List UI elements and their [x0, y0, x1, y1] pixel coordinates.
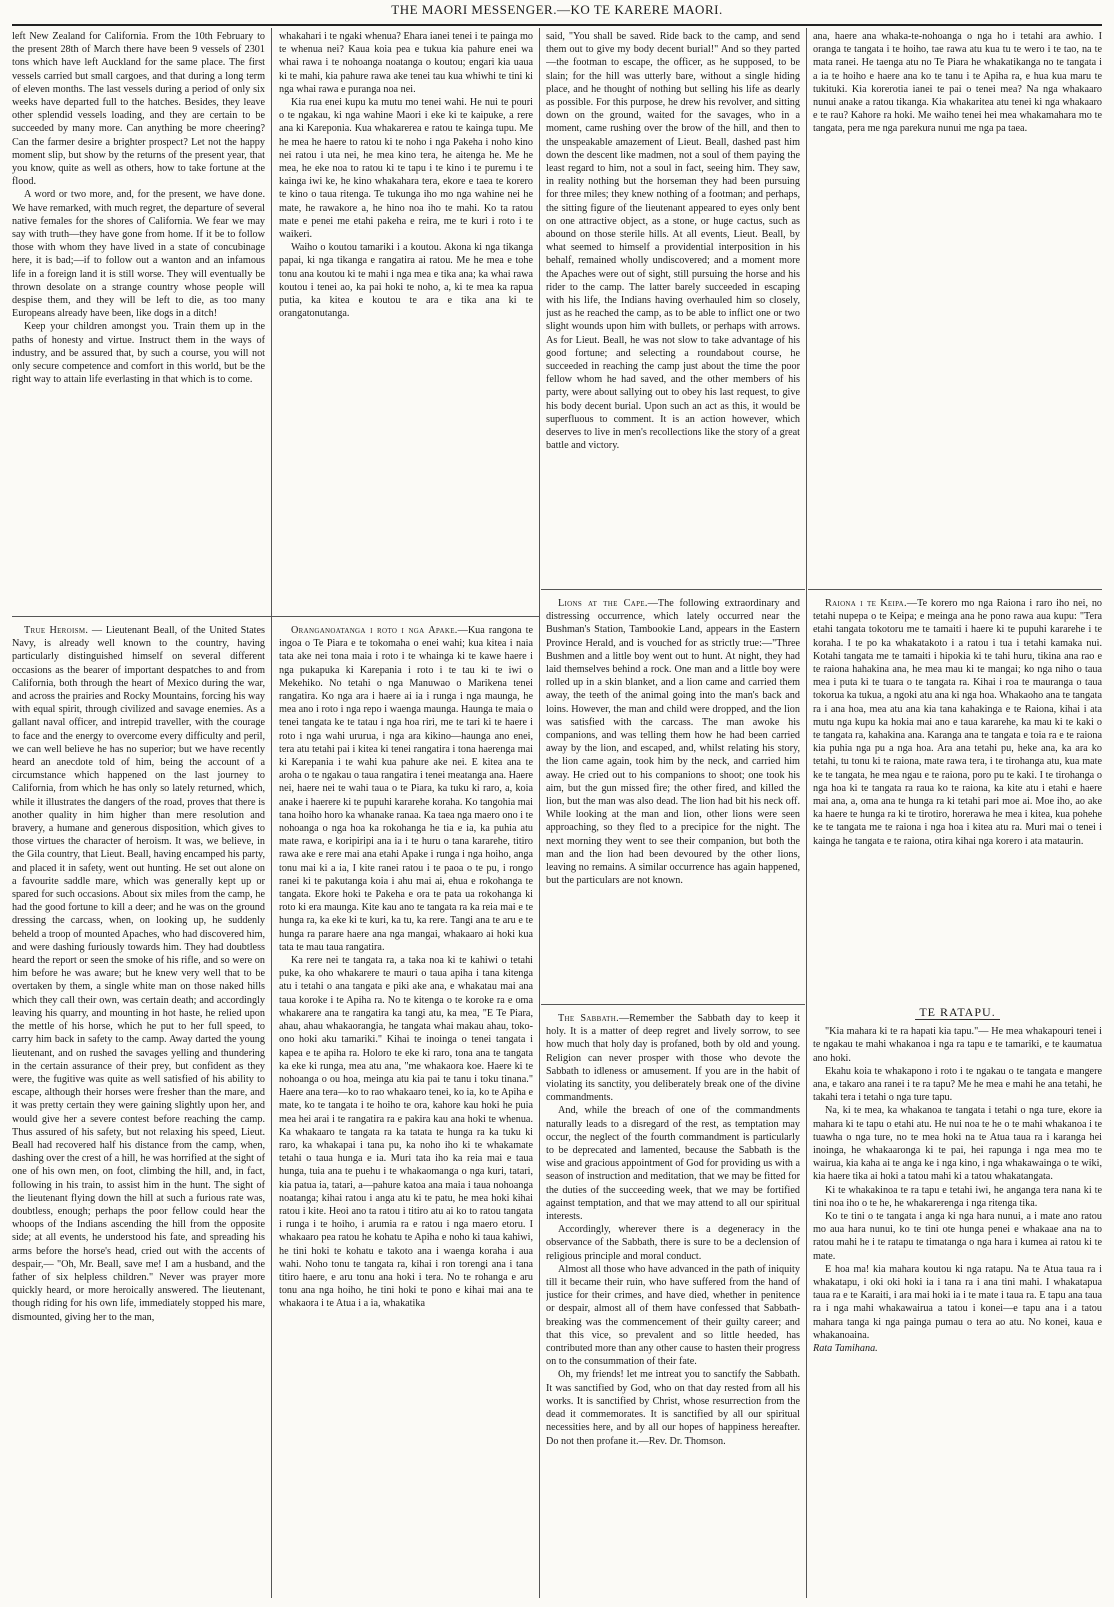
paragraph: E hoa ma! kia mahara koutou ki nga ratapu. Na te Atua taua ra i whakatapu, i oki oki hoki ia i tana ra i ana tini mahi. I whakatapua taua ra e te Karaiti, i ara mai hoki ia i te mate i taua ra. E tapu ana taua ra i nga mahi whakawairua a tatou i konei—e tapu ana i a tatou mahara tanga ki nga painga pumau o tera ao atu. No konei, kaua e whakanoaina. [813, 1263, 1102, 1341]
paragraph: Ka rere nei te tangata ra, a taka noa ki te kahiwi o tetahi puke, ka oho whakarere te mauri o taua apiha i tana kitenga atu i tetahi o ana tangata e piki ake ana, e whakatau mai ana taua koroke i te Apiha ra. No te kitenga o te koroke ra e oma whakarere ana te rangatira ka tangi atu, ka mea, "E Te Piara, ahau, ahau whakaorangia, he tangata whai makau ahau, toko-ono hoki aku tamariki." Kihai te inoinga o tenei tangata i kapea e te apiha ra. Holoro te eke ki raro, tona ana te tangata ka eke ki runga, mea atu ana, "me whakaora koe. Haere ki te nohoanga o ou hoa, meinga atu kia pai te tanu i toku tinana." Haere ana tera—ko to rao whakaaro tenei, ko ia, ko te Apiha e mate, ko te tangata i te hoiho te ora, kahore kau hoki he puia mea hei arai i te rangatira ra e pakira kau ana hoki te whenua. Ka whakaaro te tangata ra ka tatata te hunga ra ka tuku ki raro, ka whakapai i tana pu, ka noho iho ki te whakamate tetahi o taua hunga e ia. Muri tata iho ka reia mai e taua hunga, tuia ana te puehu i te whakaomanga o nga kuri, tatari, kia patua ia, tatari, a—pahure katoa ana maia i taua nohoanga noatanga; kihai ratou i anga atu ki te patu, he mea hoki kihai ratou i kite. Heoi ano ta ratou i titiro atu ai ko to ratou tangata i runga i te hoiho, i arumia ra e ratou i nga maero etoru. I whakaaro pea ratou he kohatu te Apiha e noho ki taua kahiwi, he tini hoki te kohatu e takoto ana i waenga koraha i aua wahi. Noho tonu te tangata ra, kihai i ron torengi ana i tana titiro haere, e aru tonu ana hoki i tera. No te rohanga e aru tonu ana nga hoiho, he tini hoki te pono e kihai mai ana te whakaora i te Atua i a ia, whakatika [279, 955, 533, 1310]
paragraph: And, while the breach of one of the commandments naturally leads to a disregard of the rest, as temptation may occur, the neglect of the fourth commandment is particularly to be deprecated and lamented, because the Sabbath is the wise and gracious appointment of God for providing us with a season of instruction and meditation, that we may be fitted for the duties of the succeeding week, that we may be fortified against temptation, and that we may attend to all our spiritual interests. [546, 1105, 800, 1223]
paragraph: Raiona i te Keipa.—Te korero mo nga Raiona i raro iho nei, no tetahi nupepa o te Keipa; e meinga ana he pono rawa aua kupu: "Tera etahi tangata tokotoru me te tamaiti i haere ki te pupuhi kararehe i te koraha. I te po ka whakatakoto i a ratou i tua i tetahi kamaka nui. Kotahi tangata me te tamaiti i hipokia ki te tahi huru, tikina ana rao e te raiona hahakina ana, he mea mau ki te mangai; ko nga niho o taua mea i puta ki te tuara o te tangata ra. Kihai i roa te mauranga o taua tokorua ka tukua, a ngoki atu ana ki nga hoa. Whakaoho ana te tangata ra i ana hoa, mea atu ana kia tana kahakinga e te Raiona, kihai i ata mutu nga kupu ka hokia mai ano e taua kararehe, ka mau ki te kaki o te tangata ra, kahakina ana. Karanga ana te tangata e toia ra e te raiona kia puhia nga pu a nga hoa. Ara ana tetahi pu, heke ana, ka ara ko tetahi, tu tonu ki te raiona, mate rawa tera, i te tirohanga atu, kua mate ke te tangata, he mea ngau e te raiona, poro pu te kaki. I te tirohanga o nga hoa ki te tangata ra raua ko te raiona, ka kite atu i etahi e haere mai ana, a, oma ana te hunga ra ki tetahi pari moe ai. Moe iho, ao ake ka haere te hunga ra ki te tirotiro, horerawa he mea i kitea, kua pohehe ke te tangata me te raiona i nga hoa i kitea atu ra. Muri mai o tenei i kainga he tangata e te raiona, otira kihai nga korero i ata mataurin. [813, 598, 1102, 847]
paragraph: Waiho o koutou tamariki i a koutou. Akona ki nga tikanga papai, ki nga tikanga e rangatira ai ratou. Me he mea e tohe tonu ana koutou ki te mahi i nga mea e tika ana; ka whai rawa koutou i tenei ao, ka pai hoki te noho, a, ki te mea ka rapua putia, ka kitea e koutou te ara e tika ana ki te orangatonutanga. [279, 242, 533, 320]
article-heading: The Sabbath. [558, 1013, 619, 1024]
article-oranganoatanga [279, 624, 533, 1604]
article-heading: True Heroism. [24, 625, 89, 636]
column-divider-3 [806, 28, 807, 1598]
paragraph: Keep your children amongst you. Train them up in the paths of honesty and virtue. Instruct them in the ways of industry, and be assured that, by such a course, you will not only secure competence and comfort in this world, but be the right way to attain life everlasting in that which is to come. [12, 321, 265, 386]
paragraph: Kia rua enei kupu ka mutu mo tenei wahi. He nui te pouri o te ngakau, ki nga wahine Maori i eke ki te kaipuke, a rere ana ki Kareponia. Kua whakarerea e ratou te kainga tupu. Me he mea he haere to ratou ki te noho i nga Pakeha i noho kino nei ratou i uta nei, he mea kino tera, he aitenga he. Me he mea, he eke noa to ratou ki te tapu i te kino i te puremu i te kainga iwi ke, he kino whakahara tera, ekore e taea te korero te kino o taua ritenga. Te tukunga iho mo nga wahine nei he mate, he rawakore a, he hino noa iho te mahi. Ko ta ratou mate e penei me etahi pakeha e reira, me te kuri i roto i te waikeri. [279, 97, 533, 241]
column-divider-2 [539, 28, 540, 1598]
section-divider-left [12, 616, 539, 617]
paragraph: left New Zealand for California. From the 10th February to the present 28th of March there have been 9 vessels of 2301 tons which have left Auckland for the same place. The first vessels carried but small cargoes, and that during a long term of eleven months. The last vessels during a period of only six weeks have departed full to the hatches. Besides, they leave other splendid vessels loading, and they are certain to be succeeded by many more. Can anything be more cheering? Can the farmer desire a brighter prospect? Let not the happy moment slip, but show by the returns of the present year, that you know, quite as well as others, how to take fortune at the flood. [12, 31, 265, 188]
paragraph: Oranganoatanga i roto i nga Apake.—Kua rangona te ingoa o Te Piara e te tokomaha o enei wahi; kua kitea i naia tata ake nei tona maia i roto i te whainga ki te kawe haere i nga pukapuka ki Karepania i roto i te tau ki te iwi o Mekehiko. No tetahi o nga Manuwao o Marikena tenei rangatira. Ko nga ara i haere ai ia i runga i nga maunga, he mea ano i roto i nga repo i waenga maunga. Haunga te maia o tenei tangata ke te tatau i nga hoa riri, me te tari ki te haere i roto i nga wahi ururua, i nga ara kikino—haunga ano enei, tera atu tetahi pai i kitea ki tenei rangatira i tona haerenga mai ki Karepania i te wahi kua pahure ake nei. E kitea ana te aroha o te ngakau o taua rangatira i tenei meatanga ana. Haere nei, haere nei te wahi taua o te Piara, ka tuku ki raro, a, koia anake i haerere ki te pupuhi kararehe koraha. Ko tangohia mai tana hoiho horo ka whanake ranaa. Ka taea nga maero ono i te nohoanga o nga hoa ka rokohanga he tia e ia, ka puhia atu mate rawa, e koripiripi ana ia i te huru o tana kararehe, titiro rawa ake e rere mai ana etahi Apake i runga i nga hoiho, anga tonu mai ki a ia, I kite ranei ratou i te paoa o te pu, i rongo ranei ki te pakutanga koia i ahu mai ai, ehua e rokohanga te tangata. Ekore hoki te Pakeha e ora te pata ua rokohanga ki roto ki era maunga. Kite kau ano te tangata ra ka reia mai e te hunga ra, ka eke ki te kuri, ka tu, ka rere. Tangi ana te aru e te hunga ra parare haere ana nga mangai, whakaaro ai hoki kua tata te mau taua rangatira. [279, 625, 533, 953]
paragraph: True Heroism. — Lieutenant Beall, of the United States Navy, is already well known to the country, having particularly distinguished himself on several different occasions as the bearer of important despatches to and from California, both through the heart of Mexico during the war, and across the prairies and Rocky Mountains, forcing his way with equal spirit, through civilized and savage enemies. As a gallant naval officer, and intrepid traveller, with the courage to face and the energy to overcome every difficulty and peril, we can well believe he has no superior; but we have recently heard an anecdote told of him, being the account of a circumstance which happened on the last journey to California, from which he has only so lately returned, which, while it illustrates the dangers of the road, proves that there is another quality in him higher than mere resolution and bravery, a humane and generous disposition, which gives to those virtues the character of heroism. It was, we believe, in the Gila country, that Lieut. Beall, having encamped his party, and placed it in safety, went out hunting. He set out alone on a favourite saddle mare, which was generally kept up or spared for such occasions. About six miles from the camp, he had the good fortune to kill a deer; and he was on the ground dressing the carcass, when, on looking up, he suddenly beheld a troop of mounted Apaches, who had discovered him, and were dashing furiously towards him. They had doubtless heard the report or seen the smoke of his rifle, and so were on him before he was aware; but he knew very well that to be overtaken by them, a single white man on those naked hills which they call their own, was certain death; and accordingly leaving his quarry, and mounting in hot haste, he relied upon the mettle of his horse, which he put to her full speed, to carry him back in safety to the camp. Away darted the young lieutenant, and on rushed the savages yelling and thundering in the certain assurance of their prey, but confident as they were, the fugitive was quite as well satisfied of his ability to escape, although their horses were fresher than the mare, and it was pretty certain they were gaining slightly upon her, and would give her a severe contest before reaching the camp. Thus assured of his safety, but not relaxing his speed, Lieut. Beall had recovered half his distance from the camp, when, dashing over the crest of a hill, he was horrified at the sight of one of his own men, on foot, climbing the hill, and, in fact, following in his train, to assist him in the hunt. The sight of the lieutenant flying down the hill at such a furious rate was, doubtless, enough; perhaps the poor fellow could hear the whoops of the Indians ascending the hill from the opposite side; at all events, he understood his fate, and spreading his arms before the horse's head, cried out with the accents of despair,— "Oh, Mr. Beall, save me! I am a husband, and the father of six helpless children." Never was prayer more quickly heard, or more heroically answered. The lieutenant, though riding for his own life, immediately stopped his mare, dismounted, giving her to the man, [12, 625, 265, 1323]
paragraph: ana, haere ana whaka-te-nohoanga o nga ho i tetahi ara awhio. I oranga te tangata i te hoiho, tae rawa atu kua tu te wero i te tao, na te mata ranei. He taenga atu no Te Piara he whakatikanga no te tangata i a ia te hoiho e haere ana ko te tanu i te Apiha ra, e hua kua maru te tukituki. Kia korerotia ianei te pai o tenei mea? Na nga whakaaro nunui anake a ratou tikanga. Kia whakaritea atu tenei ki nga whakaaro e te rau? Kahore ra hoki. Me waiho tenei hei mea whakamahara mo te tangata, pera me nga parekura nunui me nga pa taea. [813, 31, 1102, 135]
section-divider-col3 [541, 589, 805, 590]
paragraph: Lions at the Cape.—The following extraordinary and distressing occurrence, which lately occurred near the Bushman's Station, Tambookie Land, appears in the Eastern Province Herald, and is vouched for as strictly true:—"Three Bushmen and a little boy went out to hunt. At night, they had laid themselves behind a rock. One man and a little boy were rolled up in a skin blanket, and a lion came and carried them away, the teeth of the animal going into the man's back and loins. However, the man and child were dropped, and the lion was satisfied with the carcass. The man awoke his companions, and was telling them how he had been carried away by the lion, and escaped, and, whilst relating his story, the lion came again, took him by the neck, and carried him away. He cried out to his companions to shoot; one took his aim, but the gun missed fire; the other fired, and killed the lion, but the man was also dead. The lion had bit his neck off. While looking at the man and lion, other lions were seen approaching, so they fled to a precipice for the night. The next morning they went to see their companion, but both the man and the lion had been devoured by the other lions, leaving no remains. A similar occurrence has again happened, but the particulars are not known. [546, 598, 800, 887]
section-title: TE RATAPU. [813, 1006, 1102, 1019]
paragraph: said, "You shall be saved. Ride back to the camp, and send them out to give my body decent burial!" And so they parted—the footman to escape, the officer, as he supposed, to be slain; for the hill was utterly bare, without a single hiding place, and he thought of nothing but selling his life as dearly as possible. For this purpose, he drew his revolver, and sitting down on the ground, waited for the savages, who in a moment, came rushing over the brow of the hill, and then to the unspeakable amazement of Lieut. Beall, dashed past him down the descent like madmen, not a soul of them paying the least regard to him, not a soul in fact, seeing him. They saw, in reality nothing but the horseman they had been pursuing for three miles; they knew nothing of a footman; and perhaps, the sitting figure of the lieutenant appeared to eyes only bent on one attractive object, as a stone, or huge cactus, such as abound on those sterile hills. At all events, Lieut. Beall, by what seemed to himself a providential interposition in his behalf, remained wholly undiscovered; and a moment more the Apaches were out of sight, still pursuing the horse and his rider to the camp. The latter barely succeeded in escaping with his life, the Indians having overhauled him so closely, just as he reached the camp, as to be able to inflict one or two slight wounds upon him with bullets, or perhaps with arrows. As for Lieut. Beall, he was not slow to take advantage of his good fortune; and selecting a roundabout course, he succeeded in reaching the camp just about the time the poor fellow whom he had saved, and the other members of his party, were about sallying out to obey his last request, to give his body decent burial. Upon such an act as this, it would be superfluous to comment. It is an action however, which deserves to live in men's recollections like the story of a great battle and victory. [546, 31, 800, 452]
article-heading: Lions at the Cape. [558, 598, 648, 609]
article-the-sabbath [546, 1012, 800, 1604]
paragraph: Almost all those who have advanced in the path of iniquity till it became their ruin, who have suffered from the hand of justice for their crimes, and have died, whether in penitence or despair, almost all of them have confessed that Sabbath-breaking was the commencement of their guilty career; and that this vice, so prevalent and so little heeded, has contributed more than any other cause to hasten their progress on to the consummation of their fate. [546, 1263, 800, 1368]
article-raiona-i-te-keipa [813, 597, 1102, 997]
paragraph: The Sabbath.—Remember the Sabbath day to keep it holy. It is a matter of deep regret and lively sorrow, to see how much that holy day is profaned, both by old and young. Religion can never prosper with those who devote the Sabbath to idleness or amusement. If you are in the habit of violating its sanctity, you deliberately break one of the divine commandments. [546, 1013, 800, 1104]
article-true-heroism [12, 624, 265, 1604]
article-heading: Oranganoatanga i roto i nga Apake. [291, 625, 458, 636]
paragraph: "Kia mahara ki te ra hapati kia tapu."— He mea whakapouri tenei i te ngakau te mahi whakanoa i nga ra tapu e te tamariki, e te kaumatua ano hoki. [813, 1026, 1102, 1064]
article-lions-at-the-cape [546, 597, 800, 1001]
masthead-rule [12, 24, 1102, 26]
article-oranga-continued [813, 30, 1102, 586]
article-emigration-en [12, 30, 265, 614]
paragraph: Na, ki te mea, ka whakanoa te tangata i tetahi o nga ture, ekore ia mahara ki te tapu o etahi atu. He nui noa te he o te mahi whakanoa i te tuawha o nga ture, no te mea hoki na te Atua taua ra i karanga hei inoinga, he whakaaronga ki te pai, hei rapunga i nga mea mo te wairua, kia kaha ai te anga ke i nga kino, i nga whakawainga o te wiki, kia haere tika ai hoki a tatou mahi ki a tatou whakatangata. [813, 1105, 1102, 1183]
paragraph: Accordingly, wherever there is a degeneracy in the observance of the Sabbath, there is sure to be a declension of religious principle and moral conduct. [546, 1224, 800, 1262]
article-te-ratapu [813, 1000, 1102, 1604]
section-divider-col4 [808, 589, 1102, 590]
article-heroism-continued [546, 30, 800, 586]
article-heading: Raiona i te Keipa. [825, 598, 907, 609]
paragraph: Oh, my friends! let me intreat you to sanctify the Sabbath. It was sanctified by God, who on that day rested from all his works. It is sanctified by Christ, whose resurrection from the dead it commemorates. It is sanctified by all our spiritual necessities here, and by all our hopes of happiness hereafter. Do not then profane it.—Rev. Dr. Thomson. [546, 1369, 800, 1447]
paragraph: Ki te whakakinoa te ra tapu e tetahi iwi, he anganga tera nana ki te tini noa iho o te he, he whakarerenga i nga ritenga tika. [813, 1184, 1102, 1209]
paragraph: A word or two more, and, for the present, we have done. We have remarked, with much regret, the departure of several native females for the shores of California. We fear we may say with truth—they have gone from home. If it be to follow those with whom they have lived in a state of concubinage here, it is bad;—if to follow out a wanton and an infamous life in a foreign land it is still worse. They will eventually be thrown desolate on a strange country whose people will despise them, and they will be left to die, as too many Europeans already have been, like dogs in a ditch! [12, 189, 265, 320]
paragraph: Ekahu koia te whakapono i roto i te ngakau o te tangata e mangere ana, e takaro ana ranei i te ra tapu? Me he mea e mahi he ana tetahi, he takahi tera i tetahi o nga ture tapu. [813, 1065, 1102, 1104]
column-divider-1 [271, 28, 272, 1598]
masthead: THE MAORI MESSENGER.—KO TE KARERE MAORI. [391, 2, 723, 17]
section-divider-sabbath [541, 1004, 805, 1005]
signature: Rata Tamihana. [813, 1343, 878, 1355]
article-emigration-mi [279, 30, 533, 614]
paragraph: whakahari i te ngaki whenua? Ehara ianei tenei i te painga mo te whenua nei? Kaua koia pea e tukua kia pahure enei wa whai rawa i te nohoanga noatanga o koutou; engari kia uaua ki te mahi, kia pahure rawa ake tenei tau kua whiwhi te tini ki nga whai rawa e puranga noa nei. [279, 31, 533, 95]
paragraph: Ko te tini o te tangata i anga ki nga hara nunui, a i mate ano ratou mo aua hara nunui, ko te tini ote hunga penei e whakaae ana na to ratou mahi he i te ratapu te timatanga o nga hara i kumea ai ratou ki te mate. [813, 1211, 1102, 1262]
